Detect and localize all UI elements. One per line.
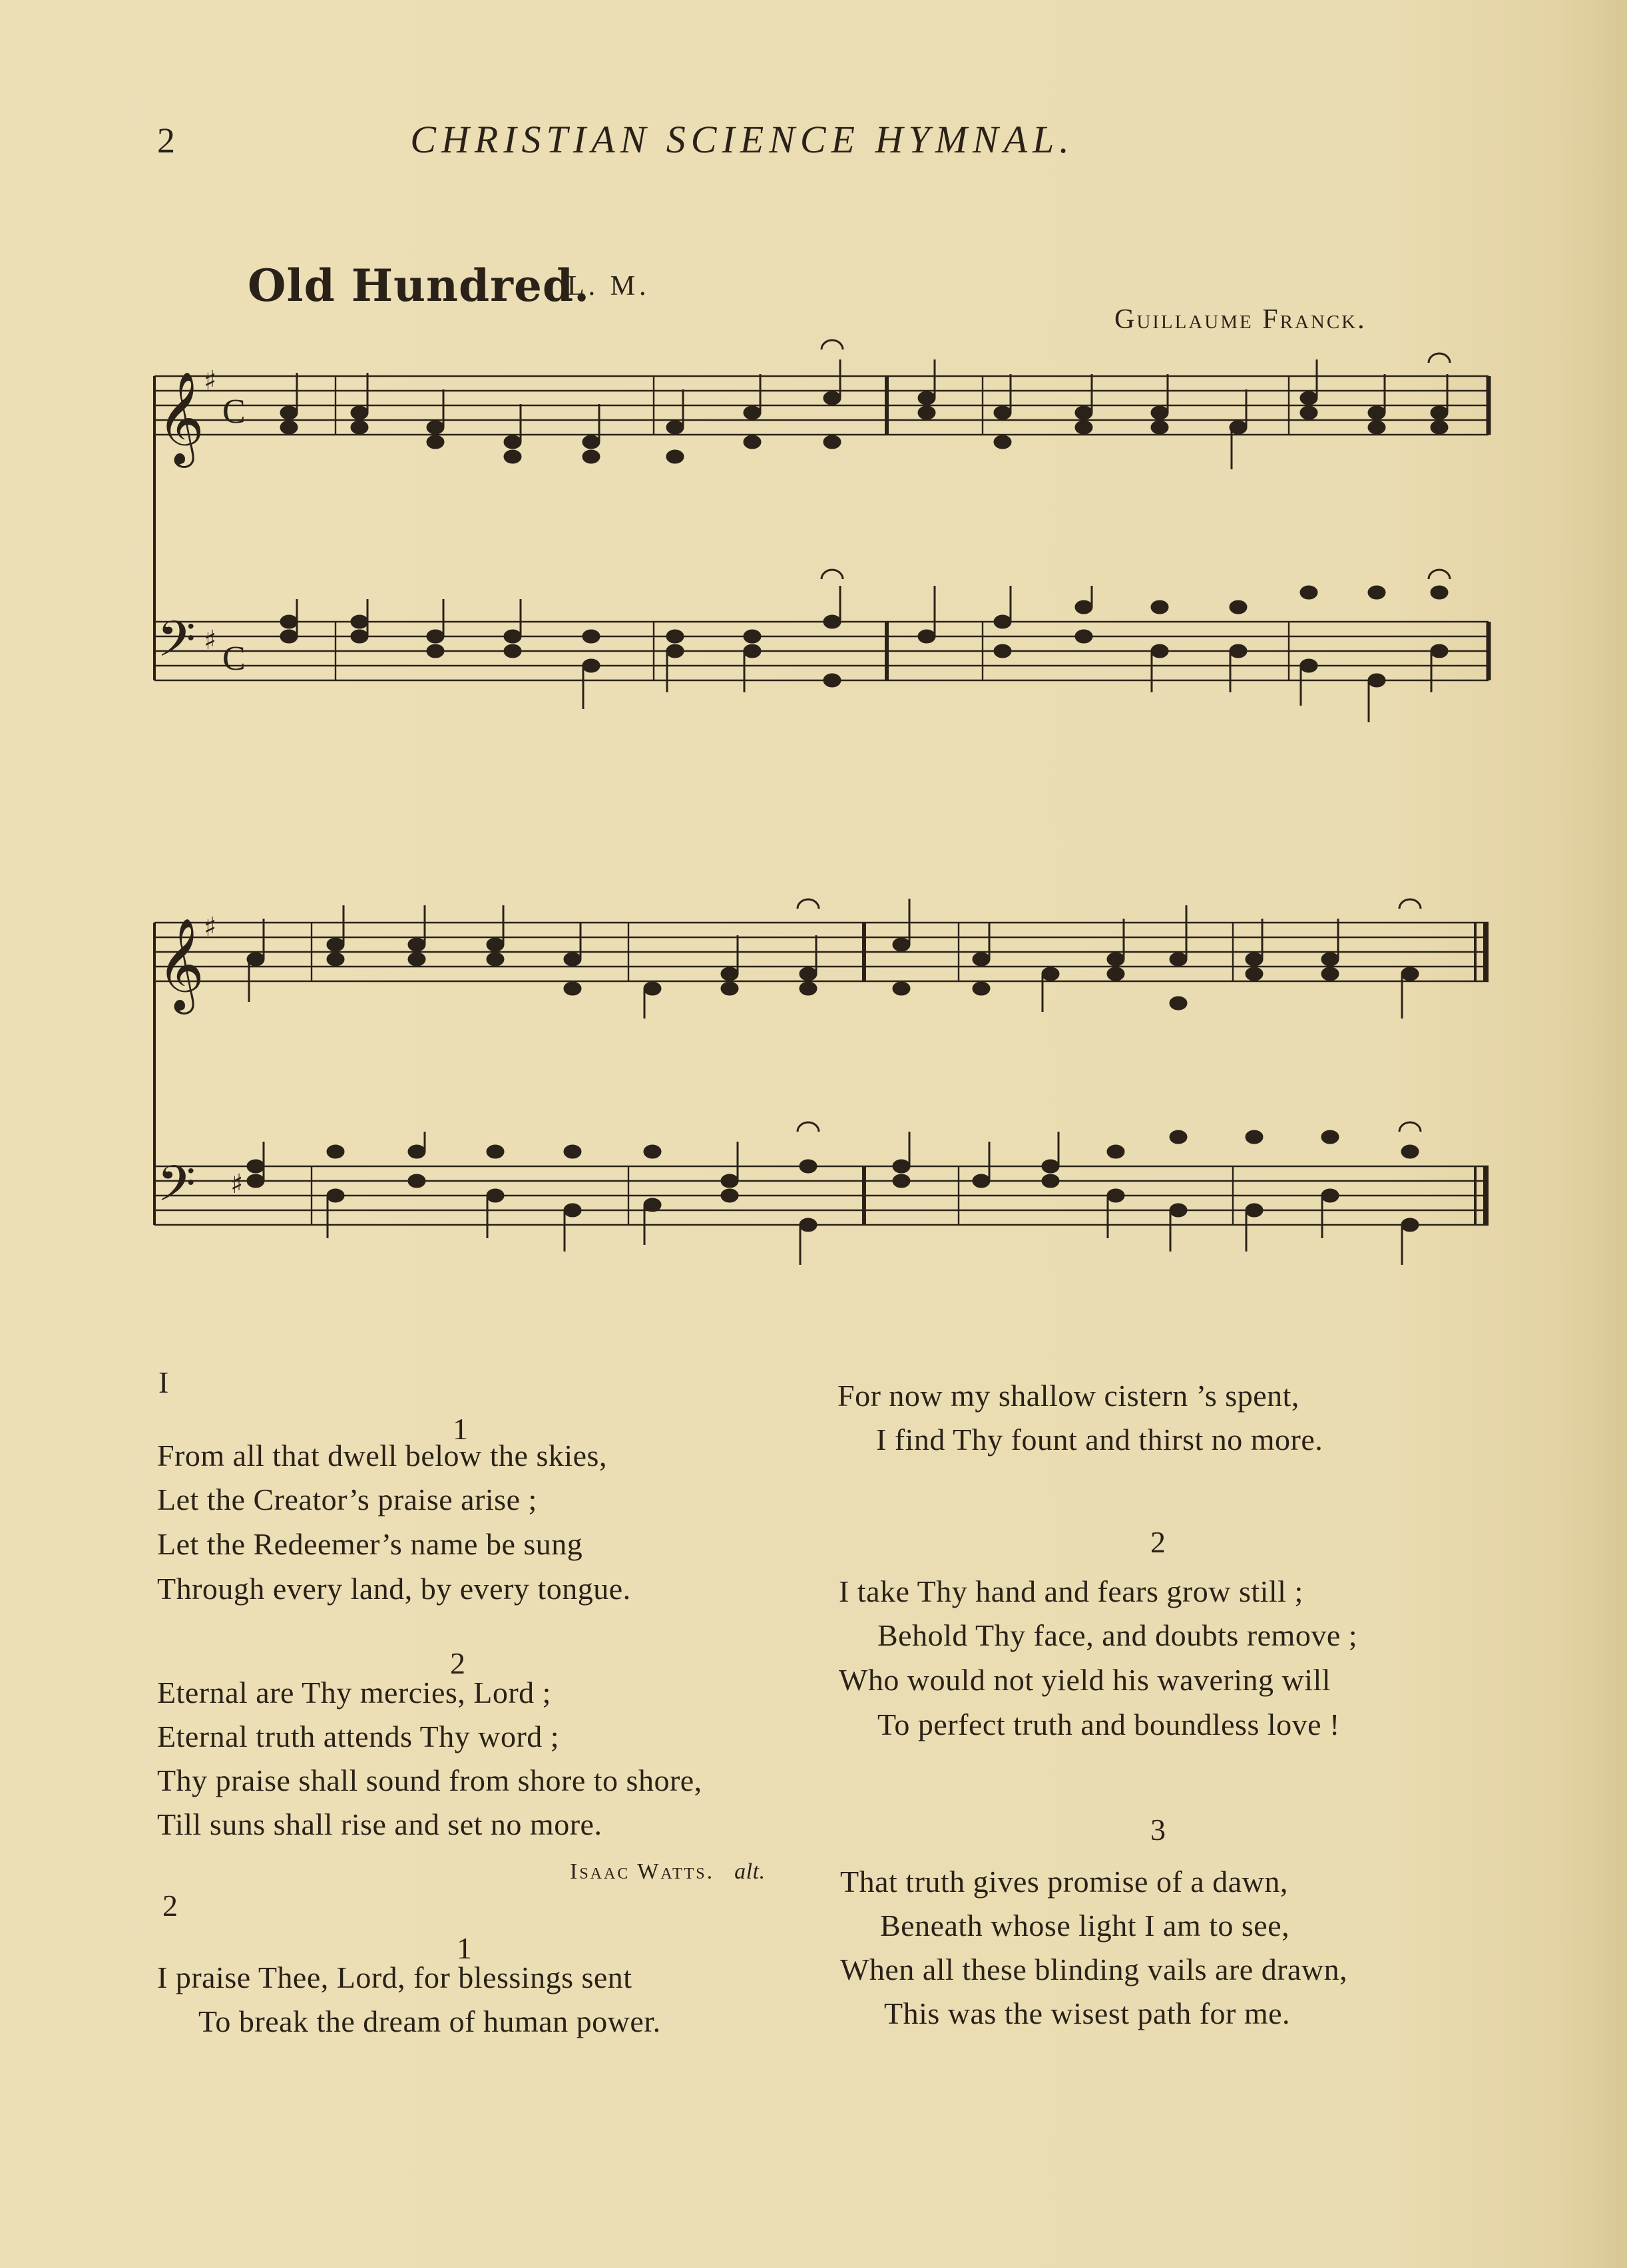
lyric-line: Who would not yield his wavering will <box>839 1663 1331 1697</box>
sharp-icon: ♯ <box>204 365 217 396</box>
notes <box>248 340 1450 1265</box>
stanza-number: 3 <box>1150 1813 1166 1847</box>
lyric-line: This was the wisest path for me. <box>884 1996 1291 2030</box>
lyric-line: Thy praise shall sound from shore to shore, <box>157 1763 702 1797</box>
page-number: 2 <box>157 120 175 160</box>
treble-staff-2 <box>154 923 1489 981</box>
stanza-number: 2 <box>1150 1525 1166 1559</box>
tune-composer: Guillaume Franck. <box>1114 304 1367 335</box>
lyric-line: Till suns shall rise and set no more. <box>157 1807 602 1841</box>
lyric-line: From all that dwell below the skies, <box>157 1439 607 1473</box>
lyric-line: I praise Thee, Lord, for blessings sent <box>157 1960 632 1994</box>
lyric-line: To break the dream of human power. <box>198 2004 661 2038</box>
lyric-line: For now my shallow cistern ’s spent, <box>837 1379 1299 1413</box>
bass-clef-icon: 𝄢 <box>157 1155 196 1225</box>
author-note: alt. <box>734 1859 766 1884</box>
lyric-line: I find Thy fount and thirst no more. <box>876 1423 1323 1457</box>
hymn-number: I <box>158 1365 169 1399</box>
lyric-line: Eternal truth attends Thy word ; <box>157 1719 560 1753</box>
lyric-line: When all these blinding vails are drawn, <box>840 1952 1348 1986</box>
tune-name: Old Hundred. <box>248 260 590 312</box>
lyric-line: Beneath whose light I am to see, <box>880 1909 1290 1942</box>
fermata-icons <box>798 340 1450 1132</box>
treble-clef-icon: 𝄞 <box>157 371 204 464</box>
bass-notes-1 <box>281 586 1447 722</box>
lyric-line: Through every land, by every tongue. <box>157 1572 631 1606</box>
lyric-line: Let the Redeemer’s name be sung <box>157 1527 583 1561</box>
time-signature-icon: C <box>222 640 246 678</box>
lyric-line: That truth gives promise of a dawn, <box>840 1865 1288 1899</box>
stanza-number: 1 <box>457 1931 473 1965</box>
treble-notes-2 <box>248 899 1418 1019</box>
bass-staff-2 <box>154 1166 1489 1225</box>
tune-meter: L. M. <box>567 271 650 302</box>
stanza-number: 1 <box>453 1412 469 1446</box>
bass-clef-icon: 𝄢 <box>157 610 196 680</box>
treble-clef-icon: 𝄞 <box>157 918 204 1011</box>
sharp-icon: ♯ <box>204 625 217 656</box>
hymn-author <box>570 1851 766 1886</box>
sharp-icon: ♯ <box>230 1169 244 1200</box>
hymn-number: 2 <box>162 1889 178 1923</box>
lyric-line: To perfect truth and boundless love ! <box>877 1707 1340 1741</box>
stanza-number: 2 <box>450 1646 466 1680</box>
lyric-line: I take Thy hand and fears grow still ; <box>839 1574 1303 1608</box>
system-2 <box>154 923 1489 1225</box>
author-name: Isaac Watts. <box>570 1859 715 1884</box>
running-title: CHRISTIAN SCIENCE HYMNAL. <box>410 118 1074 161</box>
lyric-line: Let the Creator’s praise arise ; <box>157 1482 537 1516</box>
sharp-icon: ♯ <box>204 912 217 943</box>
lyric-line: Eternal are Thy mercies, Lord ; <box>157 1676 551 1709</box>
time-signature-icon: C <box>222 393 246 431</box>
bass-notes-2 <box>248 1131 1418 1265</box>
lyric-line: Behold Thy face, and doubts remove ; <box>877 1618 1358 1652</box>
